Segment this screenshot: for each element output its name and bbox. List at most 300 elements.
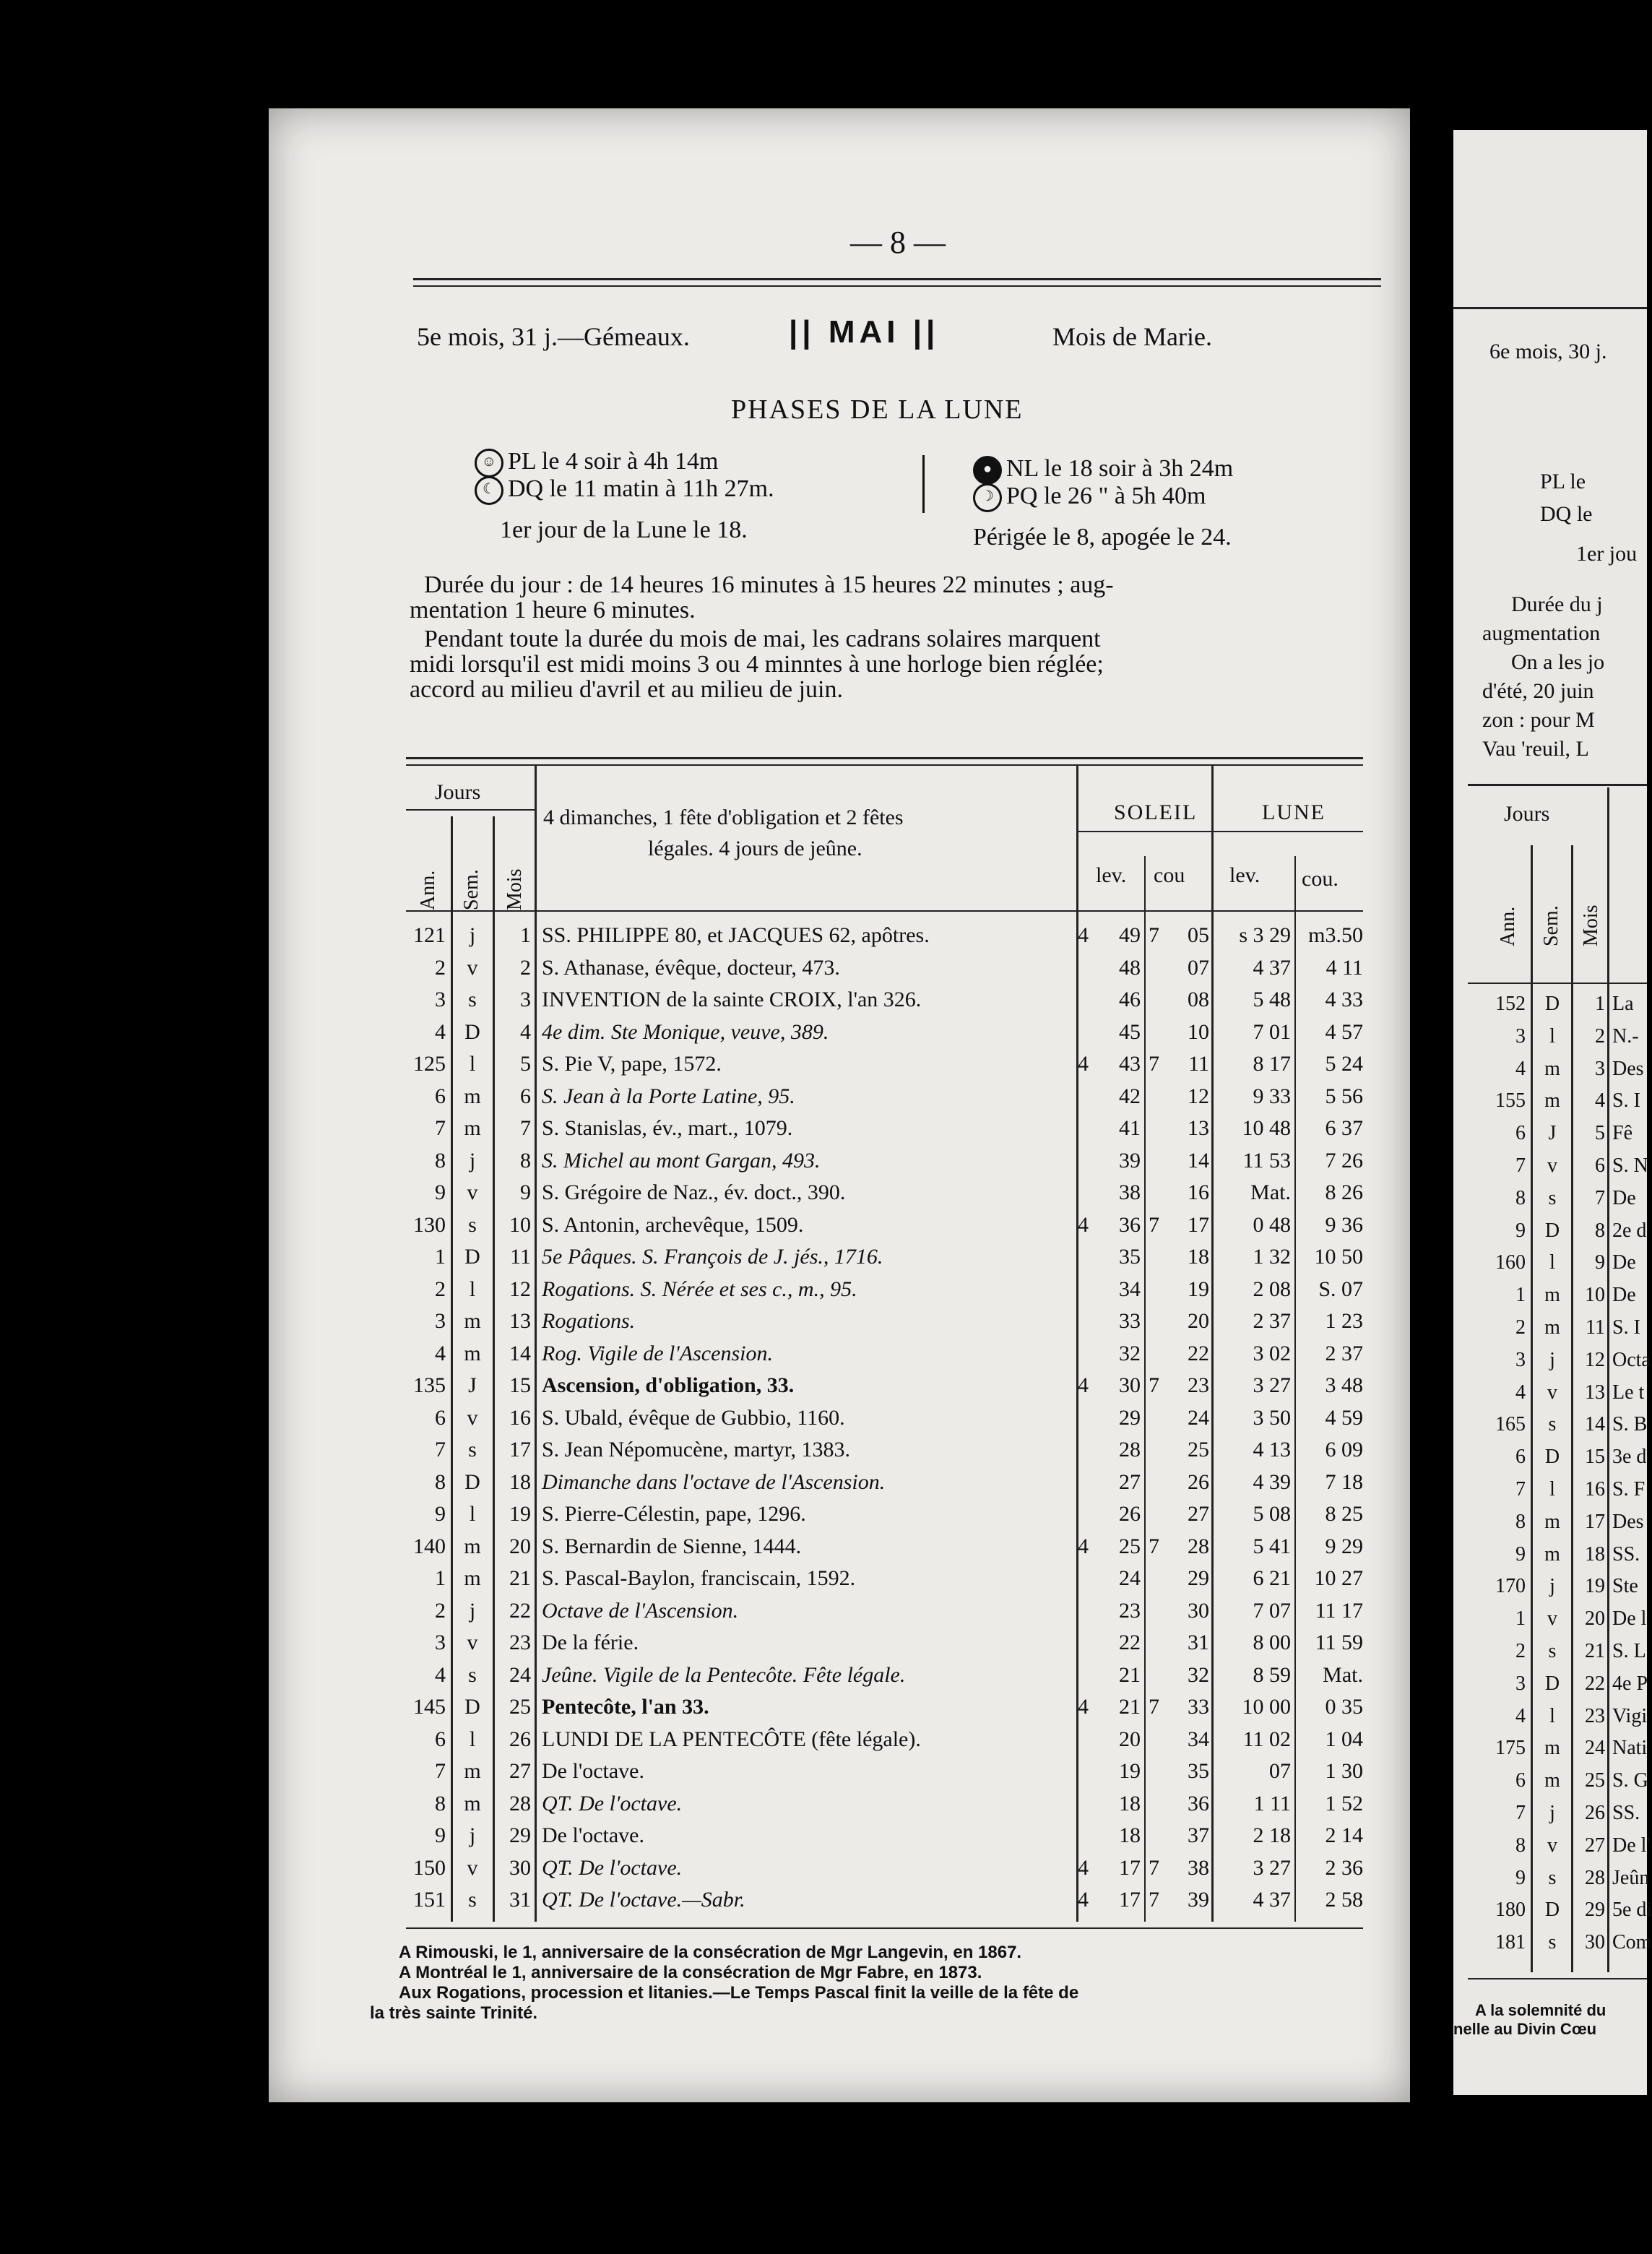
cell-sem: m [464,1309,481,1333]
cell-ann: 3 [1515,1024,1526,1048]
cell-mois: 15 [509,1373,531,1397]
phase-first-quarter: ☽ PQ le 26 " à 5h 40m [973,483,1206,512]
cell-ann: 2 [435,1277,446,1301]
cell-ann: 151 [413,1888,446,1912]
cell-sem: m [1544,1510,1560,1533]
cell-text: Rogations. [542,1309,636,1333]
cell-sem: m [464,1791,481,1815]
cell-ann: 4 [435,1019,446,1044]
cell-moon-set: 6 37 [1325,1116,1363,1140]
cell-moon-rise: 10 00 [1242,1695,1291,1719]
cell-text: 2e d [1612,1219,1647,1242]
cell-sun-rise-m: 27 [1119,1469,1141,1494]
cell-ann: 8 [435,1148,446,1173]
page-number: — 8 — [850,225,946,260]
table-bottom-rule [406,1927,1363,1929]
cell-sem: v [467,1631,478,1654]
cell-text: 5e di [1612,1899,1652,1922]
cell-ann: 160 [1495,1251,1526,1274]
p2-top-rule [1453,307,1647,309]
cell-sun-rise-m: 21 [1119,1662,1141,1687]
cell-moon-rise: 1 11 [1253,1791,1291,1815]
phase-new-moon: ● NL le 18 soir à 3h 24m [973,455,1233,485]
cell-sun-set-h: 7 [1149,1212,1159,1237]
cell-sem: D [464,1469,480,1494]
jours-rule [406,809,536,811]
cell-moon-rise: 10 48 [1242,1116,1291,1140]
cell-sem: s [468,1662,477,1687]
cell-sem: s [468,1438,477,1461]
cell-text: De [1612,1251,1636,1274]
cell-ann: 175 [1495,1737,1526,1760]
cell-moon-set: 4 57 [1325,1019,1363,1044]
cell-sun-rise-m: 22 [1119,1631,1141,1654]
cell-text: Des [1612,1057,1644,1080]
cell-moon-set: 5 24 [1325,1052,1363,1076]
cell-sem: v [467,1855,478,1880]
cell-mois: 17 [509,1438,531,1461]
cell-sem: l [1549,1704,1555,1727]
cell-text: Des [1612,1510,1644,1533]
cell-text: Rogations. S. Nérée et ses c., m., 95. [542,1277,857,1301]
cell-ann: 9 [1515,1542,1526,1566]
cell-ann: 3 [435,1309,446,1333]
cell-text: N.- [1612,1024,1639,1048]
cell-text: Fê [1612,1122,1632,1145]
cell-mois: 18 [509,1469,531,1494]
cell-moon-set: 2 14 [1325,1823,1363,1847]
cell-sun-set-m: 16 [1188,1180,1209,1204]
cell-ann: 152 [1495,993,1526,1015]
cell-mois: 26 [509,1727,531,1751]
cell-mois: 20 [1585,1607,1605,1631]
cell-mois: 25 [509,1695,531,1719]
cell-sun-set-m: 19 [1188,1277,1209,1301]
cell-moon-rise: 5 41 [1253,1534,1291,1558]
cell-moon-set: 8 25 [1325,1502,1363,1526]
cell-sem: v [1547,1834,1557,1857]
cell-sun-rise-m: 17 [1119,1855,1141,1880]
cell-sun-set-m: 35 [1188,1759,1209,1783]
cell-mois: 5 [520,1052,531,1076]
cell-mois: 12 [1585,1348,1605,1371]
cell-text: S. F [1612,1478,1645,1500]
cell-ann: 2 [435,1598,446,1623]
top-rule-thin [413,285,1381,287]
col-header-mois: Mois [503,868,526,910]
cell-moon-rise: 11 53 [1242,1148,1291,1173]
cell-sem: s [468,1212,477,1237]
col-header-sun-lev: lev. [1096,863,1127,887]
cell-sem: l [1549,1251,1555,1274]
table-top-rule [406,757,1363,759]
cell-sun-set-m: 22 [1188,1341,1209,1365]
last-quarter-icon: ☾ [475,476,503,505]
col-header-soleil: SOLEIL [1114,800,1198,824]
cell-mois: 4 [520,1019,531,1044]
col-header-sem: Sem. [460,869,483,910]
cell-sun-rise-m: 34 [1119,1277,1141,1301]
cell-ann: 4 [1515,1057,1526,1080]
p2-header-rule [1468,983,1647,984]
p2-line-4: Durée du j [1511,592,1603,616]
cell-text: S. G [1612,1769,1648,1792]
cell-mois: 21 [1585,1640,1605,1662]
cell-sem: v [467,955,478,980]
p2-col-ann: Ann. [1497,906,1519,946]
cell-mois: 5 [1595,1122,1605,1145]
cell-moon-set: 7 26 [1325,1148,1363,1173]
cell-text: Ste [1612,1575,1638,1598]
cell-ann: 7 [435,1438,446,1461]
cell-mois: 22 [509,1598,531,1623]
cell-ann: 7 [1515,1802,1526,1824]
cell-sun-set-m: 24 [1188,1405,1209,1430]
cell-text: QT. De l'octave. [542,1855,683,1880]
cell-sun-set-m: 18 [1188,1245,1209,1269]
p2-bottom-rule [1468,1978,1647,1979]
cell-text: S. Pascal-Baylon, franciscain, 1592. [542,1566,856,1590]
cell-sun-rise-m: 18 [1119,1791,1141,1815]
cell-ann: 6 [435,1727,446,1751]
cell-ann: 140 [413,1534,446,1558]
cell-ann: 2 [435,955,446,980]
cell-sem: l [1549,1478,1555,1500]
cell-moon-rise: 2 37 [1253,1309,1291,1333]
cell-sun-set-h: 7 [1149,923,1159,947]
cell-text: La [1612,993,1634,1015]
cell-text: Com [1612,1931,1652,1954]
cell-mois: 10 [509,1212,531,1237]
cell-sem: m [464,1566,481,1590]
cell-ann: 180 [1495,1899,1526,1922]
cell-moon-rise: 7 01 [1253,1019,1291,1044]
cell-sem: J [1548,1122,1557,1145]
cell-text: S. L [1612,1640,1646,1662]
cell-sun-set-m: 08 [1188,988,1209,1011]
cell-text: S. I [1612,1316,1640,1339]
cell-moon-set: 4 11 [1326,955,1363,980]
cell-text: 4e P [1612,1672,1648,1695]
cell-sem: v [1547,1154,1557,1177]
header-bottom-rule [406,910,1363,912]
cell-moon-set: m3.50 [1308,923,1363,947]
cell-text: S. Grégoire de Naz., év. doct., 390. [542,1180,846,1204]
cell-text: Octa [1612,1348,1651,1371]
cell-sun-set-h: 7 [1149,1052,1159,1076]
cell-text: SS. PHILIPPE 80, et JACQUES 62, apôtres. [542,923,930,947]
cell-sun-set-m: 14 [1188,1148,1209,1173]
cell-sun-rise-m: 30 [1119,1373,1141,1397]
cell-text: De l' [1612,1834,1651,1857]
cell-sem: m [1544,1284,1560,1307]
cell-moon-set: 11 59 [1315,1631,1363,1654]
cell-sun-rise-m: 20 [1119,1727,1141,1751]
phase-full-moon: ☺ PL le 4 soir à 4h 14m [475,448,719,478]
cell-ann: 1 [1515,1284,1526,1307]
cell-ann: 3 [435,988,446,1011]
cell-moon-rise: 8 59 [1253,1662,1291,1687]
cell-moon-set: 9 29 [1325,1534,1363,1558]
cell-moon-set: 2 58 [1325,1888,1363,1912]
intro-line-5: accord au milieu d'avril et au milieu de juin. [410,676,843,703]
cell-sem: J [468,1373,477,1397]
p2-foot-2: nelle au Divin Cœu [1453,2020,1597,2038]
cell-moon-rise: 8 17 [1253,1052,1291,1076]
cell-sem: m [464,1341,481,1365]
cell-ann: 6 [435,1405,446,1430]
cell-sun-rise-m: 33 [1119,1309,1141,1333]
cell-sun-set-h: 7 [1149,1888,1159,1912]
cell-mois: 13 [509,1309,531,1333]
cell-text: Rog. Vigile de l'Ascension. [542,1341,773,1365]
header-right: Mois de Marie. [1052,322,1212,351]
cell-mois: 23 [509,1631,531,1654]
intro-line-4: midi lorsqu'il est midi moins 3 ou 4 minntes à une horloge bien réglée; [410,651,1104,678]
cell-ann: 9 [435,1180,446,1204]
cell-sun-set-m: 33 [1188,1695,1209,1719]
cell-sun-rise-m: 35 [1119,1245,1141,1269]
cell-ann: 1 [1515,1607,1526,1631]
cell-sun-set-m: 13 [1188,1116,1209,1140]
cell-moon-rise: 11 02 [1242,1727,1291,1751]
cell-text: SS. [1612,1802,1640,1824]
cell-ann: 125 [413,1052,446,1076]
p2-line-6: On a les jo [1511,650,1605,674]
cell-text: Vigi [1612,1704,1648,1727]
cell-sun-set-m: 07 [1188,955,1209,980]
cell-mois: 7 [520,1116,531,1140]
p2-header: 6e mois, 30 j. [1489,340,1607,363]
cell-sun-rise-m: 42 [1119,1084,1141,1108]
p2-foot-1: A la solemnité du [1475,2001,1606,2019]
cell-moon-set: 11 17 [1315,1598,1363,1623]
cell-sun-rise-m: 43 [1119,1052,1141,1076]
cell-text: Octave de l'Ascension. [542,1598,739,1623]
cell-moon-rise: 3 50 [1253,1405,1291,1430]
cell-mois: 8 [520,1148,531,1173]
cell-text: S. Antonin, archevêque, 1509. [542,1212,804,1237]
footnote-4: la très sainte Trinité. [370,2003,538,2023]
cell-mois: 3 [520,988,531,1011]
col-divider-ann [451,816,453,1922]
cell-moon-rise: 2 18 [1253,1823,1291,1847]
cell-sun-rise-m: 38 [1119,1180,1141,1204]
cell-sem: D [1544,1446,1560,1469]
top-rule [413,278,1381,280]
cell-moon-rise: s 3 29 [1239,923,1291,947]
cell-moon-rise: 6 21 [1253,1566,1291,1590]
cell-moon-rise: 4 37 [1253,1888,1291,1912]
cell-sem: D [464,1245,480,1269]
cell-ann: 9 [435,1502,446,1526]
cell-mois: 28 [509,1791,531,1815]
cell-text: SS. [1612,1542,1640,1566]
p2-line-7: d'été, 20 juin [1482,679,1594,703]
col-header-jours: Jours [435,780,481,804]
cell-sem: v [1547,1381,1557,1404]
cell-sun-set-m: 20 [1188,1309,1209,1333]
cell-ann: 1 [435,1566,446,1590]
col-divider-soleil-lune [1211,766,1214,1922]
cell-text: INVENTION de la sainte CROIX, l'an 326. [542,988,922,1011]
cell-ann: 9 [435,1823,446,1847]
cell-ann: 8 [1515,1834,1526,1857]
p2-div-ann [1531,845,1533,1972]
cell-moon-set: 5 56 [1325,1084,1363,1108]
cell-sun-set-h: 7 [1149,1855,1159,1880]
cell-sun-rise-h: 4 [1078,923,1089,947]
cell-mois: 7 [1595,1186,1605,1209]
cell-sem: m [1544,1769,1560,1792]
cell-sem: m [1544,1542,1560,1566]
cell-moon-rise: 3 27 [1253,1855,1291,1880]
cell-sem: j [469,923,476,947]
cell-sun-set-m: 30 [1188,1598,1209,1623]
cell-sun-set-m: 23 [1188,1373,1209,1397]
cell-mois: 13 [1585,1381,1605,1404]
cell-moon-set: 1 04 [1325,1727,1363,1751]
month-title: || MAI || [789,314,940,350]
cell-moon-rise: 5 08 [1253,1502,1291,1526]
cell-sem: s [1548,1640,1557,1662]
intro-line-1: Durée du jour : de 14 heures 16 minutes à 15 heures 22 minutes ; aug- [424,571,1114,598]
cell-mois: 31 [509,1888,531,1912]
cell-mois: 24 [509,1662,531,1687]
phase-note-left: 1er jour de la Lune le 18. [500,517,748,543]
cell-mois: 25 [1585,1769,1605,1792]
col-divider-sun [1144,856,1146,1922]
p2-div-sem [1571,845,1573,1972]
cell-text: S. Ubald, évêque de Gubbio, 1160. [542,1405,845,1430]
cell-sun-set-h: 7 [1149,1695,1159,1719]
cell-text: Jeûn [1612,1866,1650,1889]
cell-moon-set: 6 09 [1325,1438,1363,1461]
cell-mois: 4 [1595,1089,1605,1113]
cell-moon-set: 2 37 [1325,1341,1363,1365]
cell-text: QT. De l'octave. [542,1791,683,1815]
cell-ann: 4 [435,1662,446,1687]
intro-line-2: mentation 1 heure 6 minutes. [410,597,696,623]
cell-moon-set: 7 18 [1325,1469,1363,1494]
cell-sem: s [468,1888,477,1912]
cell-sun-set-m: 31 [1188,1631,1209,1654]
cell-moon-set: 9 36 [1325,1212,1363,1237]
cell-sun-rise-m: 28 [1119,1438,1141,1461]
cell-ann: 4 [435,1341,446,1365]
cell-text: De la férie. [542,1631,639,1654]
cell-text: Dimanche dans l'octave de l'Ascension. [542,1469,886,1494]
p2-line-2: DQ le [1540,502,1593,526]
cell-sun-set-m: 17 [1188,1212,1209,1237]
cell-sem: s [1548,1931,1557,1954]
cell-mois: 30 [509,1855,531,1880]
month-summary-2: légales. 4 jours de jeûne. [648,837,862,860]
cell-text: 5e Pâques. S. François de J. jés., 1716. [542,1245,883,1269]
cell-mois: 11 [510,1245,531,1269]
cell-text: De [1612,1186,1636,1209]
cell-moon-set: Mat. [1323,1662,1363,1687]
cell-moon-rise: 3 02 [1253,1341,1291,1365]
cell-sun-rise-m: 45 [1119,1019,1141,1044]
footnote-2: A Montréal le 1, anniversaire de la consécration de Mgr Fabre, en 1873. [399,1963,982,1982]
cell-sun-rise-m: 48 [1119,955,1141,980]
cell-sem: D [1544,993,1560,1015]
p2-line-9: Vau 'reuil, L [1482,737,1589,761]
cell-ann: 6 [1515,1769,1526,1792]
p2-line-5: augmentation [1482,621,1601,645]
cell-sun-set-m: 12 [1188,1084,1209,1108]
col-divider-sem [493,816,495,1922]
cell-sem: j [469,1823,476,1847]
cell-sem: D [1544,1219,1560,1242]
cell-text: 3e d [1612,1446,1647,1469]
cell-ann: 2 [1515,1316,1526,1339]
cell-sun-set-m: 37 [1188,1823,1209,1847]
cell-sun-set-m: 27 [1188,1502,1209,1526]
cell-ann: 1 [435,1245,446,1269]
p2-col-sem: Sem. [1540,905,1562,946]
cell-sem: j [469,1598,476,1623]
cell-moon-rise: 4 39 [1253,1469,1291,1494]
cell-mois: 9 [520,1180,531,1204]
cell-sun-rise-h: 4 [1078,1212,1089,1237]
cell-mois: 16 [509,1405,531,1430]
cell-ann: 130 [413,1212,446,1237]
phases-title: PHASES DE LA LUNE [731,394,1024,425]
col-header-moon-lev: lev. [1229,863,1260,887]
cell-moon-rise: 4 37 [1253,955,1291,980]
cell-sun-rise-h: 4 [1078,1855,1089,1880]
cell-ann: 9 [1515,1866,1526,1889]
cell-moon-set: 3 48 [1325,1373,1363,1397]
cell-text: QT. De l'octave.—Sabr. [542,1888,745,1912]
cell-text: S. Jean Népomucène, martyr, 1383. [542,1438,851,1461]
cell-ann: 4 [1515,1381,1526,1404]
cell-sun-set-m: 34 [1188,1727,1209,1751]
cell-sun-rise-h: 4 [1078,1534,1089,1558]
cell-mois: 2 [1595,1024,1605,1048]
cell-sem: l [469,1502,476,1526]
cell-sem: s [1548,1413,1557,1436]
soleil-lune-rule [1078,831,1363,832]
cell-sem: j [469,1148,476,1173]
cell-ann: 121 [413,923,446,947]
cell-sun-set-m: 05 [1188,923,1209,947]
cell-mois: 3 [1595,1057,1605,1080]
cell-sun-rise-m: 18 [1119,1823,1141,1847]
cell-mois: 28 [1585,1866,1605,1889]
cell-mois: 17 [1585,1510,1605,1533]
cell-sun-set-m: 29 [1188,1566,1209,1590]
cell-sun-set-m: 11 [1188,1052,1209,1076]
cell-ann: 2 [1515,1640,1526,1662]
cell-mois: 19 [1585,1575,1605,1598]
cell-ann: 6 [1515,1446,1526,1469]
cell-mois: 16 [1585,1478,1605,1500]
cell-sun-set-h: 7 [1149,1534,1159,1558]
cell-sun-rise-h: 4 [1078,1052,1089,1076]
cell-sun-set-m: 38 [1188,1855,1209,1880]
p2-jours: Jours [1504,802,1550,826]
cell-moon-set: 4 33 [1325,988,1363,1011]
cell-text: LUNDI DE LA PENTECÔTE (fête légale). [542,1727,921,1751]
cell-mois: 27 [1585,1834,1605,1857]
cell-sem: D [1544,1899,1560,1922]
cell-ann: 8 [1515,1186,1526,1209]
col-header-moon-cou: cou. [1302,867,1339,891]
cell-mois: 6 [520,1084,531,1108]
